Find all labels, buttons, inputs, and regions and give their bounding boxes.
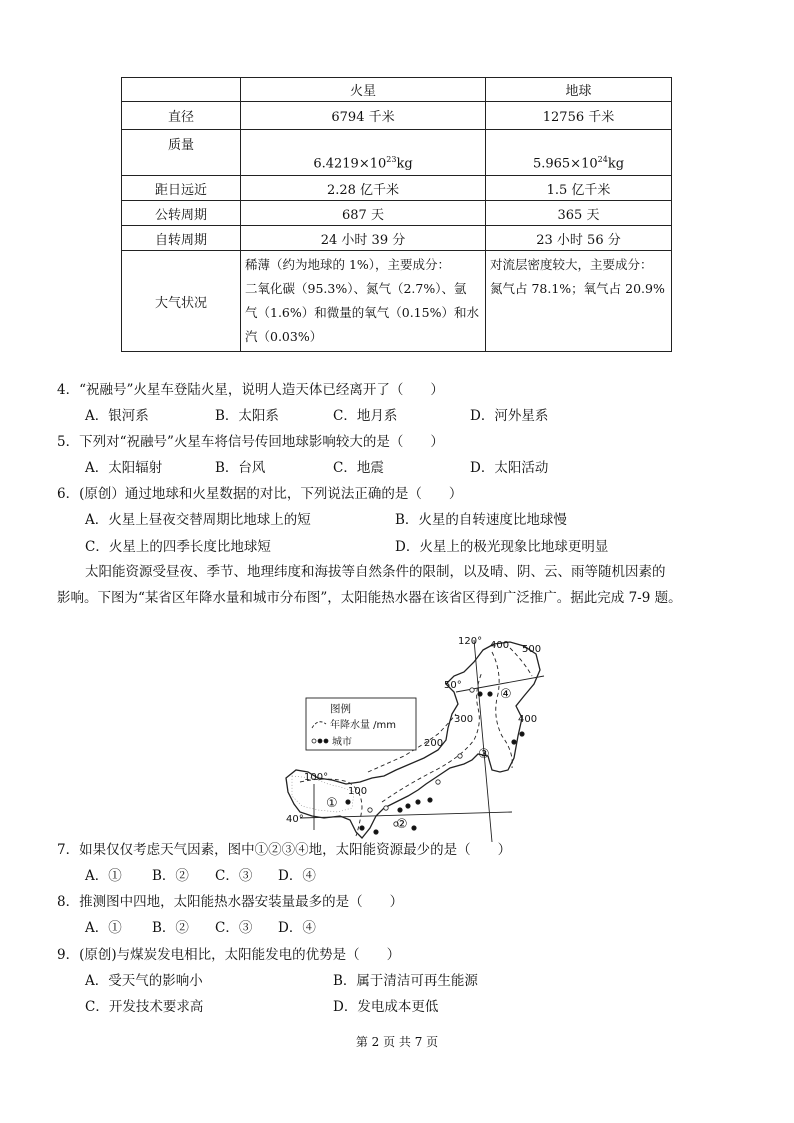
q4-option-c: C．地月系 — [333, 408, 398, 424]
lon-120-label: 120° — [458, 636, 483, 647]
q9-option-d: D．发电成本更低 — [333, 999, 439, 1015]
intro-line-1: 太阳能资源受昼夜、季节、地理纬度和海拔等自然条件的限制，以及晴、阴、云、雨等随机因素的 — [85, 564, 666, 580]
city-marker — [374, 830, 378, 834]
q6-option-b: B．火星的自转速度比地球慢 — [395, 512, 567, 528]
lat-50-label: 50° — [444, 680, 462, 691]
legend-precip-label: 年降水量 /mm — [330, 720, 397, 731]
isohyet-label-100: 100 — [348, 786, 368, 797]
q6-option-a: A．火星上昼夜交替周期比地球上的短 — [85, 512, 311, 528]
city-marker — [478, 692, 482, 696]
q9-option-c: C．开发技术要求高 — [85, 999, 204, 1015]
q6-option-c: C．火星上的四季长度比地球短 — [85, 539, 271, 555]
earth-mass: $5.965\times 10^{24}kg$ — [486, 130, 672, 176]
q8-option-a: A．① — [85, 920, 122, 936]
city-marker — [416, 800, 420, 804]
map-legend — [306, 698, 416, 750]
intro-line-2: 影响。下图为“某省区年降水量和城市分布图”，太阳能热水器在该省区得到广泛推广。据此完成 7-9 题。 — [57, 590, 682, 606]
city-marker — [520, 732, 524, 736]
earth-revolution: 365 天 — [486, 201, 672, 226]
table-row — [122, 102, 672, 130]
table-row — [122, 226, 672, 251]
q5-option-c: C．地震 — [333, 460, 384, 476]
isohyet-label-500: 500 — [522, 644, 542, 655]
q7-option-b: B．② — [152, 868, 189, 884]
city-marker — [428, 798, 432, 802]
site-4-label: ④ — [500, 687, 512, 702]
city-marker — [458, 754, 462, 758]
earth-diameter: 12756 千米 — [486, 102, 672, 130]
q7-option-a: A．① — [85, 868, 122, 884]
q4-option-b: B．太阳系 — [215, 408, 279, 424]
mars-mass: $6.4219\times 10^{23}kg$ — [241, 130, 486, 176]
mars-diameter: 6794 千米 — [241, 102, 486, 130]
site-2-label: ② — [396, 817, 408, 832]
q5-option-a: A．太阳辐射 — [85, 460, 163, 476]
q4-option-a: A．银河系 — [85, 408, 149, 424]
isohyet-label-400-top: 400 — [490, 640, 510, 651]
lon-100-label: 100° — [304, 772, 329, 783]
q7-option-d: D．④ — [278, 868, 316, 884]
table-header-mars: 火星 — [241, 78, 486, 102]
table-row — [122, 78, 672, 102]
legend-title: 图例 — [330, 703, 351, 715]
mars-atmosphere: 稀薄（约为地球的 1%），主要成分： 二氧化碳（95.3%）、氮气（2.7%）、氩 气（1.6%）和微量的氧气（0.15%）和水 汽（0.03%） — [241, 251, 486, 352]
q5-option-d: D．太阳活动 — [470, 460, 549, 476]
table-row — [122, 251, 672, 352]
earth-rotation: 23 小时 56 分 — [486, 226, 672, 251]
site-1-label: ① — [326, 796, 338, 811]
question-6-stem: 6．(原创）通过地球和火星数据的对比，下列说法正确的是（ ） — [57, 486, 463, 502]
isohyet-label-400-right: 400 — [518, 714, 538, 725]
table-header-earth: 地球 — [486, 78, 672, 102]
q7-option-c: C．③ — [215, 868, 253, 884]
row-label: 距日远近 — [122, 176, 241, 201]
mars-distance: 2.28 亿千米 — [241, 176, 486, 201]
q9-option-a: A．受天气的影响小 — [85, 973, 203, 989]
city-marker — [436, 780, 440, 784]
legend-city-label: 城市 — [332, 737, 352, 748]
row-label: 公转周期 — [122, 201, 241, 226]
q8-option-c: C．③ — [215, 920, 253, 936]
row-label: 直径 — [122, 102, 241, 130]
q8-option-b: B．② — [152, 920, 189, 936]
question-7-stem: 7．如果仅仅考虑天气因素，图中①②③④地，太阳能资源最少的是（ ） — [57, 842, 512, 858]
mars-revolution: 687 天 — [241, 201, 486, 226]
earth-atmosphere: 对流层密度较大，主要成分： 氮气占 78.1%；氧气占 20.9% — [486, 251, 672, 352]
city-marker — [488, 692, 492, 696]
city-marker — [368, 808, 372, 812]
row-label: 质量 — [122, 130, 241, 176]
table-row — [122, 176, 672, 201]
isohyet-label-300: 300 — [454, 714, 474, 725]
q4-option-d: D．河外星系 — [470, 408, 549, 424]
q5-option-b: B．台风 — [215, 460, 266, 476]
page-footer: 第 2 页 共 7 页 — [355, 1035, 439, 1049]
city-marker — [512, 740, 516, 744]
mars-earth-comparison-table — [121, 77, 672, 352]
city-marker — [412, 826, 416, 830]
isohyet-label-200: 200 — [424, 738, 444, 749]
city-marker — [360, 826, 364, 830]
precipitation-city-map — [278, 632, 548, 844]
earth-distance: 1.5 亿千米 — [486, 176, 672, 201]
city-marker — [470, 688, 474, 692]
table-row — [122, 201, 672, 226]
q8-option-d: D．④ — [278, 920, 316, 936]
city-marker — [346, 800, 350, 804]
question-5-stem: 5．下列对“祝融号”火星车将信号传回地球影响较大的是（ ） — [57, 434, 444, 450]
question-8-stem: 8．推测图中四地，太阳能热水器安装量最多的是（ ） — [57, 894, 404, 910]
table-header-empty — [122, 78, 241, 102]
question-4-stem: 4．“祝融号”火星车登陆火星，说明人造天体已经离开了（ ） — [57, 382, 444, 398]
city-marker — [384, 806, 388, 810]
q6-option-d: D．火星上的极光现象比地球更明显 — [395, 539, 609, 555]
site-3-label: ③ — [478, 747, 490, 762]
mars-rotation: 24 小时 39 分 — [241, 226, 486, 251]
lat-40-label: 40° — [286, 814, 304, 825]
question-9-stem: 9．(原创)与煤炭发电相比，太阳能发电的优势是（ ） — [57, 947, 401, 963]
row-label: 大气状况 — [122, 251, 241, 352]
row-label: 自转周期 — [122, 226, 241, 251]
city-marker — [398, 808, 402, 812]
table-row — [122, 130, 672, 176]
q9-option-b: B．属于清洁可再生能源 — [333, 973, 478, 989]
city-marker — [406, 804, 410, 808]
